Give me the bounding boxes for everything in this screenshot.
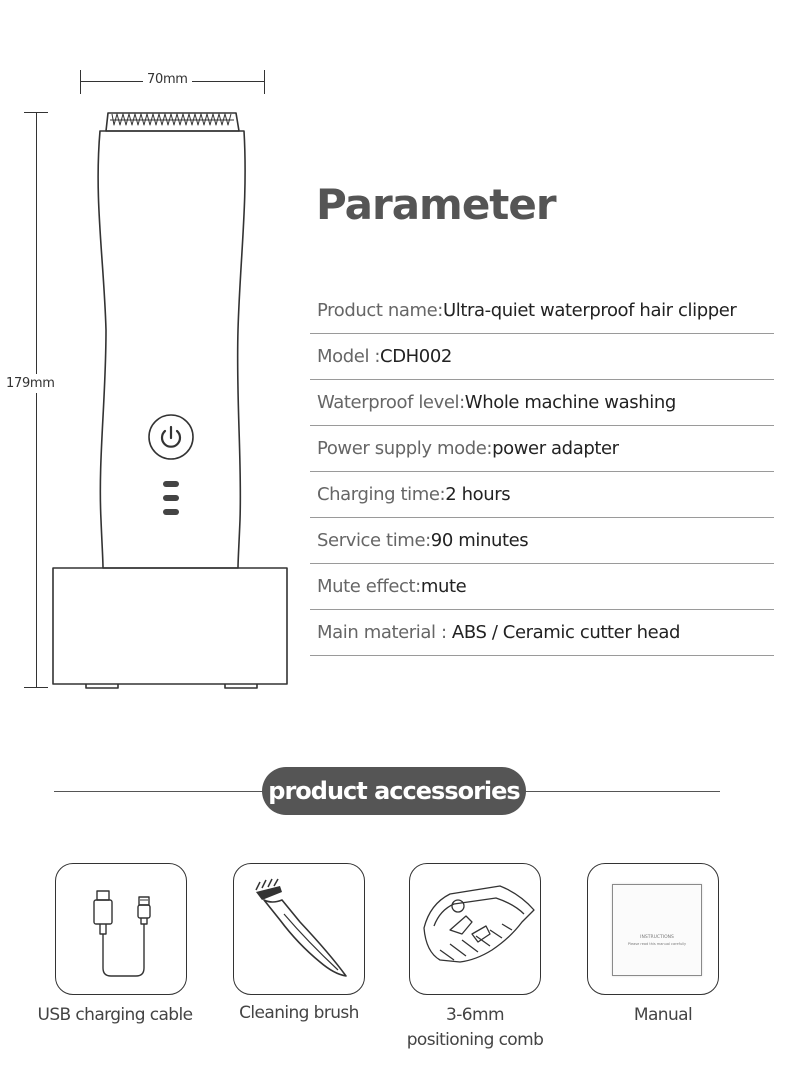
- param-value: CDH002: [380, 346, 452, 367]
- accessories-title: product accessories: [262, 767, 526, 815]
- param-value: power adapter: [492, 438, 619, 459]
- hair-clipper-illustration: [0, 0, 300, 700]
- cleaning-brush-icon: [234, 864, 365, 995]
- param-row-product-name: [310, 288, 774, 334]
- param-label: Power supply mode:: [317, 438, 493, 459]
- power-button-icon: [149, 415, 193, 459]
- caption-usb-cable: USB charging cable: [37, 1005, 193, 1025]
- charging-base: [53, 568, 287, 684]
- parameter-title: Parameter: [316, 180, 556, 229]
- param-value: 90 minutes: [430, 530, 529, 551]
- param-label: Waterproof level:: [317, 392, 465, 413]
- comb-icon: [410, 864, 541, 995]
- param-row-charging-time: [310, 472, 774, 518]
- param-label: Charging time:: [317, 484, 446, 505]
- param-row-main-material: [310, 610, 774, 656]
- param-label: Model :: [317, 346, 381, 367]
- param-value: mute: [420, 576, 467, 597]
- usb-cable-icon: [56, 864, 187, 995]
- manual-icon: [612, 884, 702, 976]
- caption-cleaning-brush: Cleaning brush: [239, 1003, 359, 1023]
- param-value: Ultra-quiet waterproof hair clipper: [442, 300, 737, 321]
- accessory-positioning-comb: [409, 863, 541, 995]
- caption-comb-line2: positioning comb: [406, 1030, 544, 1050]
- caption-comb-line1: 3-6mm: [446, 1005, 504, 1025]
- accessory-manual: [587, 863, 719, 995]
- manual-sheet-title: INSTRUCTIONS: [640, 935, 674, 940]
- caption-positioning-comb: [390, 1003, 560, 1053]
- param-label: Main material :: [317, 622, 447, 643]
- clipper-body: [98, 131, 245, 568]
- accessories-divider-left: [54, 791, 264, 792]
- param-label: Mute effect:: [317, 576, 421, 597]
- accessory-cleaning-brush: [233, 863, 365, 995]
- caption-manual: Manual: [633, 1005, 693, 1025]
- manual-sheet-subtitle: Please read this manual carefully: [627, 942, 687, 946]
- param-value: ABS / Ceramic cutter head: [446, 622, 680, 643]
- battery-indicator-icon: [163, 481, 179, 515]
- param-label: Product name:: [317, 300, 443, 321]
- height-label: 179mm: [6, 376, 55, 391]
- param-label: Service time:: [317, 530, 431, 551]
- param-value: 2 hours: [445, 484, 511, 505]
- param-row-model: [310, 334, 774, 380]
- param-row-waterproof: [310, 380, 774, 426]
- width-label: 70mm: [143, 72, 192, 87]
- param-value: Whole machine washing: [464, 392, 676, 413]
- param-row-service-time: [310, 518, 774, 564]
- accessories-divider-right: [524, 791, 720, 792]
- accessory-usb-cable: [55, 863, 187, 995]
- param-row-mute-effect: [310, 564, 774, 610]
- param-row-power-supply: [310, 426, 774, 472]
